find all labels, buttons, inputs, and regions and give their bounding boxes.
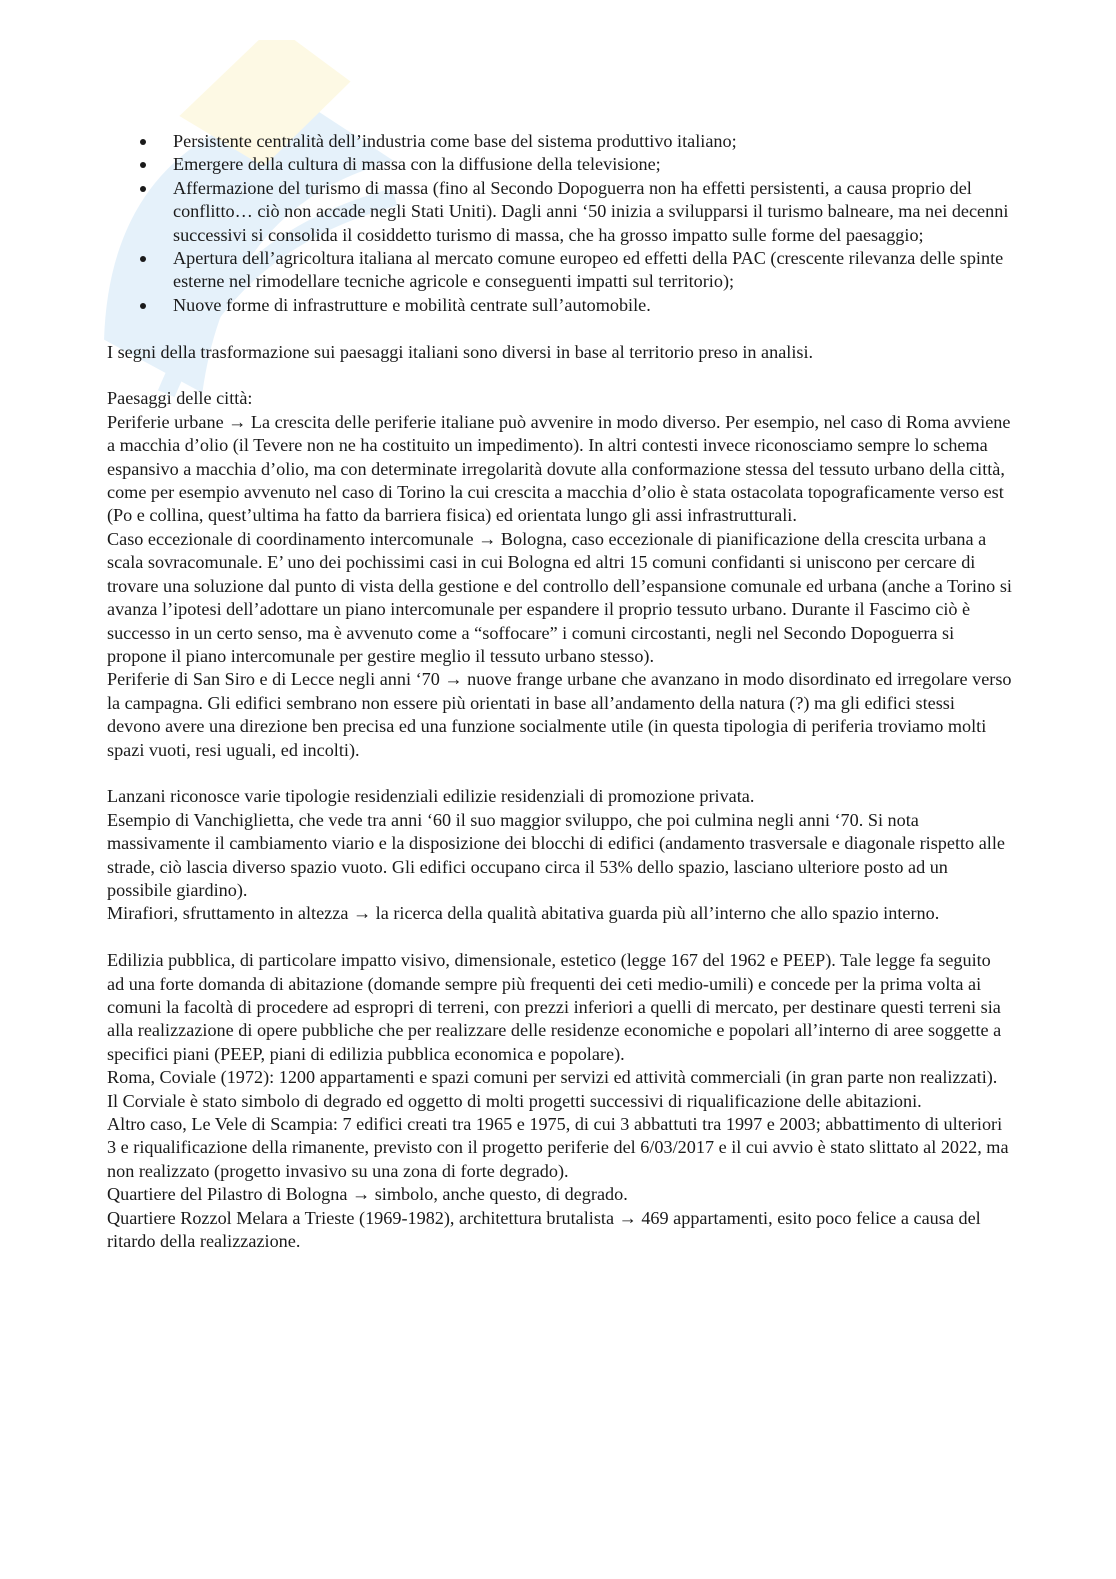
paragraph: Quartiere Rozzol Melara a Trieste (1969-1982), architettura brutalista → 469 appartamenti, esito poco felice a causa del ritardo della realizzazione. [107,1207,981,1252]
paragraph: Mirafiori, sfruttamento in altezza → la ricerca della qualità abitativa guarda più all’interno che allo spazio interno. [107,903,940,924]
paragraph: Edilizia pubblica, di particolare impatto visivo, dimensionale, estetico (legge 167 del 1962 e PEEP). Tale legge fa seguito ad una forte domanda di abitazione (domande sempre più frequenti dei ceti medio-umili) e concede per la prima volta ai comuni la facoltà di procedere ad espropri di terreni, con prezzi inferiori a quelli di mercato, per destinare questi terreni sia alla realizzazione di opere pubbliche che per realizzare delle residenze economiche e popolari all’interno di aree soggette a specifici piani (PEEP, piani di edilizia pubblica economica e popolare). [107,950,1002,1064]
document-page [107,130,1012,1253]
paragraph: Periferie di San Siro e di Lecce negli anni ‘70 → nuove frange urbane che avanzano in modo disordinato ed irregolare verso la campagna. Gli edifici sembrano non essere più orientati in base all’andamento della natura (?) ma gli edifici stessi devono avere una direzione ben precisa ed una funzione socialmente utile (in questa tipologia di periferia troviamo molti spazi vuoti, resi uguali, ed incolti). [107,669,1012,760]
list-item-text: Affermazione del turismo di massa (fino al Secondo Dopoguerra non ha effetti persistenti, a causa proprio del conflitto… ciò non accade negli Stati Uniti). Dagli anni ‘50 inizia a svilupparsi il turismo balneare, ma nei decenni successivi si consolida il cosiddetto turismo di massa, che ha grosso impatto sulle forme del paesaggio; [173,177,1009,245]
paragraph: Caso eccezionale di coordinamento intercomunale → Bologna, caso eccezionale di pianificazione della crescita urbana a scala sovracomunale. E’ uno dei pochissimi casi in cui Bologna ed altri 15 comuni confidanti si uniscono per cercare di trovare una soluzione dal punto di vista della gestione e del controllo dell’espansione comunale ed urbana (anche a Torino si avanza l’ipotesi dell’adottare un piano intercomunale per espandere il proprio tessuto urbano. Durante il Fascimo ciò è successo in un certo senso, ma è avvenuto come a “soffocare” i comuni circostanti, negli nel Secondo Dopoguerra si propone il piano intercomunale per gestire meglio il tessuto urbano stesso). [107,528,1012,666]
paragraph: Roma, Coviale (1972): 1200 appartamenti e spazi comuni per servizi ed attività commerciali (in gran parte non realizzati). Il Corviale è stato simbolo di degrado ed oggetto di molti progetti successivi di riqualificazione delle abitazioni. [107,1067,998,1111]
section-heading: Paesaggi delle città: [107,388,253,409]
paragraph: Esempio di Vanchiglietta, che vede tra anni ‘60 il suo maggior sviluppo, che poi culmina negli anni ‘70. Si nota massivamente il cambiamento viario e la disposizione dei blocchi di edifici (andamento trasversale e diagonale rispetto alle strade, ciò lascia diverso spazio vuoto. Gli edifici occupano circa il 53% dello spazio, lasciano ulteriore posto ad un possibile giardino). [107,809,1005,900]
bullet-icon [140,303,146,309]
bullet-icon [140,162,146,168]
list-item [107,153,1012,176]
list-item [107,130,1012,153]
bullet-icon [140,139,146,145]
intro-paragraph: I segni della trasformazione sui paesaggi italiani sono diversi in base al territorio preso in analisi. [107,341,814,362]
list-item-text: Persistente centralità dell’industria come base del sistema produttivo italiano; [173,131,737,151]
paragraph: Lanzani riconosce varie tipologie residenziali edilizie residenziali di promozione privata. [107,786,755,807]
bullet-icon [140,256,146,262]
paragraph: Quartiere del Pilastro di Bologna → simbolo, anche questo, di degrado. [107,1184,628,1205]
list-item [107,177,1012,247]
bullet-icon [140,186,146,192]
paragraph: Altro caso, Le Vele di Scampia: 7 edifici creati tra 1965 e 1975, di cui 3 abbattuti tra 1997 e 2003; abbattimento di ulteriori 3 e riqualificazione della rimanente, previsto con il progetto periferie del 6/03/2017 e il cui avvio è stato slittato al 2022, ma non realizzato (progetto invasivo su una zona di forte degrado). [107,1114,1009,1181]
paragraph: Periferie urbane → La crescita delle periferie italiane può avvenire in modo diverso. Per esempio, nel caso di Roma avviene a macchia d’olio (il Tevere non ne ha costituito un impedimento). In altri contesti invece riconosciamo sempre lo schema espansivo a macchia d’olio, ma con determinate irregolarità dovute alla conformazione stessa del tessuto urbano della città, come per esempio avvenuto nel caso di Torino la cui crescita a macchia d’olio è stata ostacolata topograficamente verso est (Po e collina, quest’ultima ha fatto da barriera fisica) ed orientata lungo gli assi infrastrutturali. [107,411,1011,526]
list-item-text: Nuove forme di infrastrutture e mobilità centrate sull’automobile. [173,294,651,315]
list-item-text: Emergere della cultura di massa con la diffusione della televisione; [173,154,661,175]
list-item-text: Apertura dell’agricoltura italiana al mercato comune europeo ed effetti della PAC (crescente rilevanza delle spinte esterne nel rimodellare tecniche agricole e conseguenti impatti sul territorio); [173,248,1004,292]
list-item [107,247,1012,294]
bullet-list [107,130,1012,317]
list-item [107,294,1012,317]
